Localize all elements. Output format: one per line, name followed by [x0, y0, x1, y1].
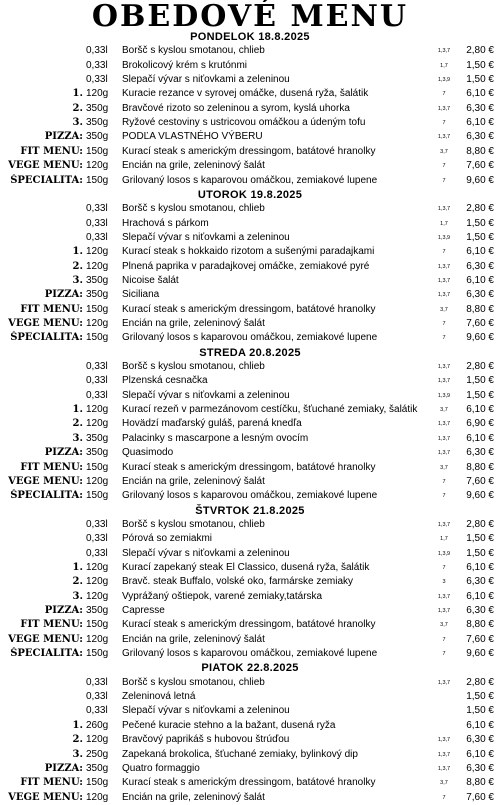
item-description: Kurací steak s americkým dressingom, batátové hranolky — [122, 619, 376, 631]
item-allergens: 1,3,7 — [437, 679, 451, 686]
item-allergens: 3,7 — [440, 780, 448, 787]
menu-item — [0, 748, 500, 762]
menu-item — [0, 403, 500, 417]
item-description: Slepačí vývar s niťovkami a zeleninou — [122, 547, 290, 559]
menu-item — [0, 561, 500, 575]
menu-item — [0, 446, 500, 460]
item-price: 8,80 € — [466, 303, 494, 315]
menu-item — [0, 547, 500, 561]
menu-item — [0, 102, 500, 116]
item-portion: 120g — [86, 404, 109, 416]
item-price: 8,80 € — [466, 619, 494, 631]
item-allergens: 1,3,7 — [437, 292, 451, 299]
item-allergens: 1,3,7 — [437, 593, 451, 600]
item-price: 2,80 € — [466, 203, 494, 215]
item-portion: 0,33l — [86, 705, 108, 717]
item-label: ŠPECIALITA: — [10, 490, 83, 502]
item-description: Boršč s kyslou smotanou, chlieb — [122, 203, 265, 215]
item-description: Kurací rezeň v parmezánovom cestíčku, šťuchané zemiaky, šalátik — [122, 404, 418, 416]
menu-item — [0, 791, 500, 805]
item-allergens: 1,3,7 — [437, 608, 451, 614]
item-price: 6,30 € — [466, 447, 494, 459]
item-portion: 0,33l — [86, 691, 108, 703]
menu-item — [0, 145, 500, 159]
item-label: 1. — [72, 561, 83, 573]
day-header: PONDELOK 18.8.2025 — [190, 31, 310, 43]
item-description: Kurací steak s hokkaido rizotom a sušenými paradajkami — [122, 246, 375, 258]
item-allergens: 1,3,7 — [437, 450, 451, 457]
menu-item — [0, 331, 500, 345]
item-portion: 0,33l — [86, 676, 108, 688]
item-price: 6,30 € — [466, 260, 494, 272]
item-description: Bravčové rizoto so zeleninou a syrom, kyslá uhorka — [122, 102, 350, 114]
day-header: UTOROK 19.8.2025 — [197, 188, 303, 201]
item-allergens: 1,3,9 — [437, 550, 451, 557]
day-header: PIATOK 22.8.2025 — [201, 662, 299, 675]
item-description: Boršč s kyslou smotanou, chlieb — [122, 518, 265, 530]
menu-item — [0, 130, 500, 144]
item-label: VEGE MENU: — [8, 160, 83, 172]
menu-item — [0, 604, 500, 618]
item-description: Palacinky s mascarpone a lesným ovocím — [122, 432, 309, 444]
menu-item — [0, 690, 500, 704]
menu-item — [0, 518, 500, 532]
item-allergens: 1,3,7 — [437, 421, 451, 428]
item-description: Bravč. steak Buffalo, volské oko, farmárske zemiaky — [122, 576, 354, 588]
item-price: 6,30 € — [466, 102, 494, 114]
item-price: 1,50 € — [466, 59, 494, 71]
item-allergens: 1,3,7 — [437, 263, 451, 270]
menu-item — [0, 44, 500, 58]
item-allergens: 7 — [442, 564, 446, 571]
item-portion: 0,33l — [86, 375, 108, 387]
item-description: Encián na grile, zeleninový šalát — [122, 633, 265, 645]
item-portion: 120g — [86, 88, 109, 100]
item-price: 6,10 € — [466, 117, 494, 129]
item-description: Slepačí vývar s niťovkami a zeleninou — [122, 705, 290, 717]
menu-item — [0, 676, 500, 690]
item-description: Bravčový paprikáš s hubovou štrúďou — [122, 734, 290, 746]
item-portion: 350g — [86, 447, 109, 459]
item-label: VEGE MENU: — [8, 791, 83, 803]
item-price: 7,60 € — [466, 318, 494, 329]
menu-item — [0, 360, 500, 374]
item-label: 2. — [72, 102, 83, 114]
item-price: 8,80 € — [466, 461, 494, 473]
menu-item — [0, 719, 500, 733]
item-price: 6,30 € — [466, 131, 494, 143]
item-allergens: 1,3,9 — [437, 77, 451, 84]
item-portion: 0,33l — [86, 533, 108, 545]
menu-item — [0, 174, 500, 188]
item-portion: 250g — [86, 748, 109, 760]
item-price: 7,60 € — [466, 475, 494, 487]
item-price: 6,10 € — [466, 432, 494, 444]
item-description: Quasimodo — [122, 447, 174, 459]
menu-item — [0, 245, 500, 259]
item-description: Kurací steak s americkým dressingom, batátové hranolky — [122, 777, 376, 789]
menu-item — [0, 202, 500, 216]
menu-item — [0, 73, 500, 87]
menu-item — [0, 303, 500, 317]
item-allergens: 3,7 — [440, 306, 448, 313]
item-allergens: 1,3,7 — [437, 134, 451, 141]
item-portion: 0,33l — [86, 203, 108, 215]
item-portion: 150g — [86, 174, 109, 186]
item-label: PIZZA: — [44, 289, 83, 301]
item-label: PIZZA: — [44, 605, 83, 616]
item-portion: 260g — [86, 719, 109, 731]
item-price: 2,80 € — [466, 45, 494, 57]
item-description: Ryžové cestoviny s ustricovou omáčkou a údeným tofu — [122, 117, 366, 129]
item-allergens: 1,3,7 — [437, 521, 451, 528]
menu-item — [0, 776, 500, 790]
menu-item — [0, 288, 500, 302]
menu-item — [0, 317, 500, 331]
item-label: FIT MENU: — [20, 145, 83, 157]
menu-item — [0, 590, 500, 604]
item-portion: 0,33l — [86, 231, 108, 243]
item-allergens: 3,7 — [440, 407, 448, 414]
item-description: Quatro formaggio — [122, 762, 200, 774]
item-description: Hrachová s párkom — [122, 217, 209, 229]
item-allergens: 1,3,7 — [437, 277, 451, 284]
item-label: 2. — [72, 576, 83, 588]
item-portion: 120g — [86, 418, 109, 430]
item-portion: 0,33l — [86, 74, 108, 86]
item-allergens: 1,3,7 — [437, 737, 451, 744]
item-price: 6,10 € — [466, 88, 494, 100]
item-allergens: 7 — [442, 91, 446, 98]
item-allergens: 1,3,7 — [437, 435, 451, 442]
item-allergens: 3,7 — [440, 148, 448, 155]
item-label: FIT MENU: — [20, 777, 83, 789]
item-allergens: 7 — [442, 493, 446, 500]
item-label: VEGE MENU: — [8, 318, 83, 329]
item-description: Kurací steak s americkým dressingom, batátové hranolky — [122, 461, 376, 473]
item-portion: 0,33l — [86, 518, 108, 530]
item-description: Grilovaný losos s kaparovou omáčkou, zemiakové lupene — [122, 332, 378, 344]
menu-item — [0, 116, 500, 130]
menu-item — [0, 389, 500, 403]
item-description: Boršč s kyslou smotanou, chlieb — [122, 361, 265, 373]
item-portion: 0,33l — [86, 389, 108, 401]
menu-item — [0, 475, 500, 489]
item-portion: 350g — [86, 605, 109, 616]
item-portion: 120g — [86, 561, 109, 573]
item-allergens: 1,3,7 — [437, 765, 451, 772]
item-description: Pečené kuracie stehno a la bažant, dusená ryža — [122, 719, 336, 731]
menu-item — [0, 762, 500, 776]
item-price: 1,50 € — [466, 547, 494, 559]
item-portion: 350g — [86, 274, 109, 286]
item-description: Kurací steak s americkým dressingom, batátové hranolky — [122, 145, 376, 157]
menu-item — [0, 59, 500, 73]
item-price: 1,50 € — [466, 231, 494, 243]
menu-item — [0, 260, 500, 274]
item-description: Nicoise šalát — [122, 274, 179, 286]
item-allergens: 1,7 — [440, 220, 448, 227]
item-price: 6,10 € — [466, 590, 494, 602]
item-price: 6,30 € — [466, 289, 494, 301]
item-portion: 0,33l — [86, 45, 108, 57]
item-portion: 350g — [86, 131, 109, 143]
menu-item — [0, 87, 500, 101]
item-description: Siciliana — [122, 289, 160, 301]
item-allergens: 7 — [442, 163, 446, 170]
item-price: 1,50 € — [466, 705, 494, 717]
item-allergens: 7 — [442, 335, 446, 342]
item-label: 3. — [72, 748, 83, 760]
item-allergens: 1,3,9 — [437, 234, 451, 241]
menu-item — [0, 159, 500, 173]
item-label: 3. — [72, 274, 83, 286]
item-allergens: 1,3,7 — [437, 378, 451, 385]
menu-item — [0, 461, 500, 475]
item-portion: 0,33l — [86, 547, 108, 559]
item-price: 9,60 € — [466, 174, 494, 186]
item-price: 6,30 € — [466, 605, 494, 616]
item-portion: 120g — [86, 160, 109, 172]
menu-item — [0, 633, 500, 647]
item-price: 6,30 € — [466, 762, 494, 774]
item-price: 6,10 € — [466, 274, 494, 286]
item-label: FIT MENU: — [20, 461, 83, 473]
item-portion: 350g — [86, 762, 109, 774]
item-price: 6,10 € — [466, 719, 494, 731]
menu-item — [0, 532, 500, 546]
item-portion: 150g — [86, 461, 109, 473]
menu-item — [0, 231, 500, 245]
item-portion: 0,33l — [86, 361, 108, 373]
item-label: VEGE MENU: — [8, 633, 83, 645]
item-price: 1,50 € — [466, 533, 494, 545]
item-price: 9,60 € — [466, 648, 494, 660]
item-description: Boršč s kyslou smotanou, chlieb — [122, 676, 265, 688]
item-description: Slepačí vývar s niťovkami a zeleninou — [122, 231, 290, 243]
item-allergens: 3,7 — [440, 622, 448, 629]
item-price: 2,80 € — [466, 361, 494, 373]
day-header: ŠTVRTOK 21.8.2025 — [195, 504, 305, 517]
item-label: 2. — [72, 734, 83, 746]
item-price: 6,10 € — [466, 748, 494, 760]
item-price: 6,30 € — [466, 734, 494, 746]
item-price: 1,50 € — [466, 691, 494, 703]
item-portion: 0,33l — [86, 59, 108, 71]
item-allergens: 3,7 — [440, 464, 448, 471]
item-price: 6,90 € — [466, 418, 494, 430]
item-label: 3. — [72, 432, 83, 444]
item-price: 7,60 € — [466, 791, 494, 803]
menu-item — [0, 733, 500, 747]
item-description: Encián na grile, zeleninový šalát — [122, 791, 265, 803]
item-portion: 150g — [86, 619, 109, 631]
item-allergens: 1,3,7 — [437, 206, 451, 213]
item-description: Encián na grile, zeleninový šalát — [122, 475, 265, 487]
item-label: 1. — [72, 246, 83, 258]
item-allergens: 1,3,9 — [437, 392, 451, 399]
item-portion: 120g — [86, 791, 109, 803]
item-price: 8,80 € — [466, 777, 494, 789]
item-portion: 150g — [86, 332, 109, 344]
menu-item — [0, 704, 500, 718]
menu-item — [0, 432, 500, 446]
item-price: 6,10 € — [466, 561, 494, 573]
item-description: PODĽA VLASTNÉHO VÝBERU — [122, 131, 263, 143]
menu-item — [0, 417, 500, 431]
item-allergens: 7 — [442, 249, 446, 256]
item-description: Capresse — [122, 605, 165, 616]
item-price: 8,80 € — [466, 145, 494, 157]
item-label: 1. — [72, 88, 83, 100]
item-label: PIZZA: — [44, 762, 83, 774]
item-price: 6,10 € — [466, 246, 494, 258]
menu-title: OBEDOVÉ MENU — [91, 0, 409, 34]
item-label: FIT MENU: — [20, 619, 83, 631]
item-label: PIZZA: — [44, 131, 83, 143]
item-label: 3. — [72, 117, 83, 129]
item-portion: 350g — [86, 289, 109, 301]
item-price: 1,50 € — [466, 217, 494, 229]
item-price: 9,60 € — [466, 332, 494, 344]
item-allergens: 1,3,7 — [437, 105, 451, 112]
item-label: 3. — [72, 590, 83, 602]
item-label: VEGE MENU: — [8, 475, 83, 487]
item-description: Plzenská cesnačka — [122, 375, 208, 387]
item-allergens: 7 — [442, 321, 446, 327]
item-allergens: 7 — [442, 794, 446, 801]
menu-item — [0, 217, 500, 231]
item-portion: 150g — [86, 777, 109, 789]
item-label: 1. — [72, 404, 83, 416]
item-description: Vyprážaný oštiepok, varené zemiaky,tatárska — [122, 590, 323, 602]
item-portion: 150g — [86, 303, 109, 315]
item-description: Encián na grile, zeleninový šalát — [122, 318, 265, 329]
item-allergens: 7 — [442, 636, 446, 643]
item-price: 1,50 € — [466, 389, 494, 401]
item-price: 2,80 € — [466, 518, 494, 530]
item-label: FIT MENU: — [20, 303, 83, 315]
item-allergens: 1,7 — [440, 62, 448, 69]
item-price: 6,10 € — [466, 404, 494, 416]
item-allergens: 1,3,7 — [437, 364, 451, 371]
item-description: Grilovaný losos s kaparovou omáčkou, zemiakové lupene — [122, 648, 378, 660]
item-label: 2. — [72, 418, 83, 430]
item-label: 1. — [72, 719, 83, 731]
item-allergens: 7 — [442, 120, 446, 127]
item-description: Slepačí vývar s niťovkami a zeleninou — [122, 74, 290, 86]
item-price: 1,50 € — [466, 74, 494, 86]
item-portion: 120g — [86, 246, 109, 258]
item-portion: 120g — [86, 576, 109, 588]
item-portion: 120g — [86, 633, 109, 645]
menu-item — [0, 647, 500, 661]
menu-item — [0, 575, 500, 589]
item-label: ŠPECIALITA: — [10, 174, 83, 186]
item-description: Slepačí vývar s niťovkami a zeleninou — [122, 389, 290, 401]
item-portion: 120g — [86, 590, 109, 602]
item-label: PIZZA: — [44, 447, 83, 459]
item-description: Brokolicový krém s krutónmi — [122, 59, 248, 71]
item-portion: 0,33l — [86, 217, 108, 229]
menu-item — [0, 618, 500, 632]
item-price: 7,60 € — [466, 160, 494, 172]
item-portion: 150g — [86, 490, 109, 502]
item-description: Hovädzí maďarský guláš, parená knedľa — [122, 418, 302, 430]
menu-item — [0, 489, 500, 503]
item-price: 1,50 € — [466, 375, 494, 387]
item-price: 9,60 € — [466, 490, 494, 502]
item-allergens: 7 — [442, 177, 446, 184]
item-portion: 120g — [86, 734, 109, 746]
item-description: Grilovaný losos s kaparovou omáčkou, zemiakové lupene — [122, 174, 378, 186]
item-label: 2. — [72, 260, 83, 272]
menu-item — [0, 274, 500, 288]
item-description: Kurací steak s americkým dressingom, batátové hranolky — [122, 303, 376, 315]
day-header: STREDA 20.8.2025 — [199, 346, 301, 359]
item-description: Encián na grile, zeleninový šalát — [122, 160, 265, 172]
item-portion: 350g — [86, 117, 109, 129]
item-label: ŠPECIALITA: — [10, 332, 83, 344]
item-description: Pórová so zemiakmi — [122, 533, 213, 545]
item-description: Kuracie rezance v syrovej omáčke, dusená ryža, šalátik — [122, 88, 369, 100]
item-description: Kurací zapekaný steak El Classico, dusená ryža, šalátik — [122, 561, 370, 573]
item-label: ŠPECIALITA: — [10, 648, 83, 660]
item-portion: 150g — [86, 145, 109, 157]
item-portion: 350g — [86, 102, 109, 114]
item-allergens: 1,7 — [440, 536, 448, 543]
item-description: Plnená paprika v paradajkovej omáčke, zemiakové pyré — [122, 260, 370, 272]
item-description: Zapekaná brokolica, šťuchané zemiaky, bylinkový dip — [122, 748, 358, 760]
item-portion: 150g — [86, 648, 109, 660]
item-price: 6,30 € — [466, 576, 494, 588]
item-portion: 120g — [86, 475, 109, 487]
item-description: Grilovaný losos s kaparovou omáčkou, zemiakové lupene — [122, 490, 378, 502]
item-allergens: 7 — [442, 651, 446, 658]
item-price: 7,60 € — [466, 633, 494, 645]
menu-item — [0, 374, 500, 388]
item-allergens: 3 — [442, 579, 446, 586]
item-portion: 120g — [86, 318, 109, 329]
item-price: 2,80 € — [466, 676, 494, 688]
item-allergens: 1,3,7 — [437, 751, 451, 758]
item-portion: 120g — [86, 260, 109, 272]
item-description: Boršč s kyslou smotanou, chlieb — [122, 45, 265, 57]
item-allergens: 7 — [442, 478, 446, 485]
item-portion: 350g — [86, 432, 109, 444]
item-description: Zeleninová letná — [122, 691, 196, 703]
item-allergens: 1,3,7 — [437, 48, 451, 55]
